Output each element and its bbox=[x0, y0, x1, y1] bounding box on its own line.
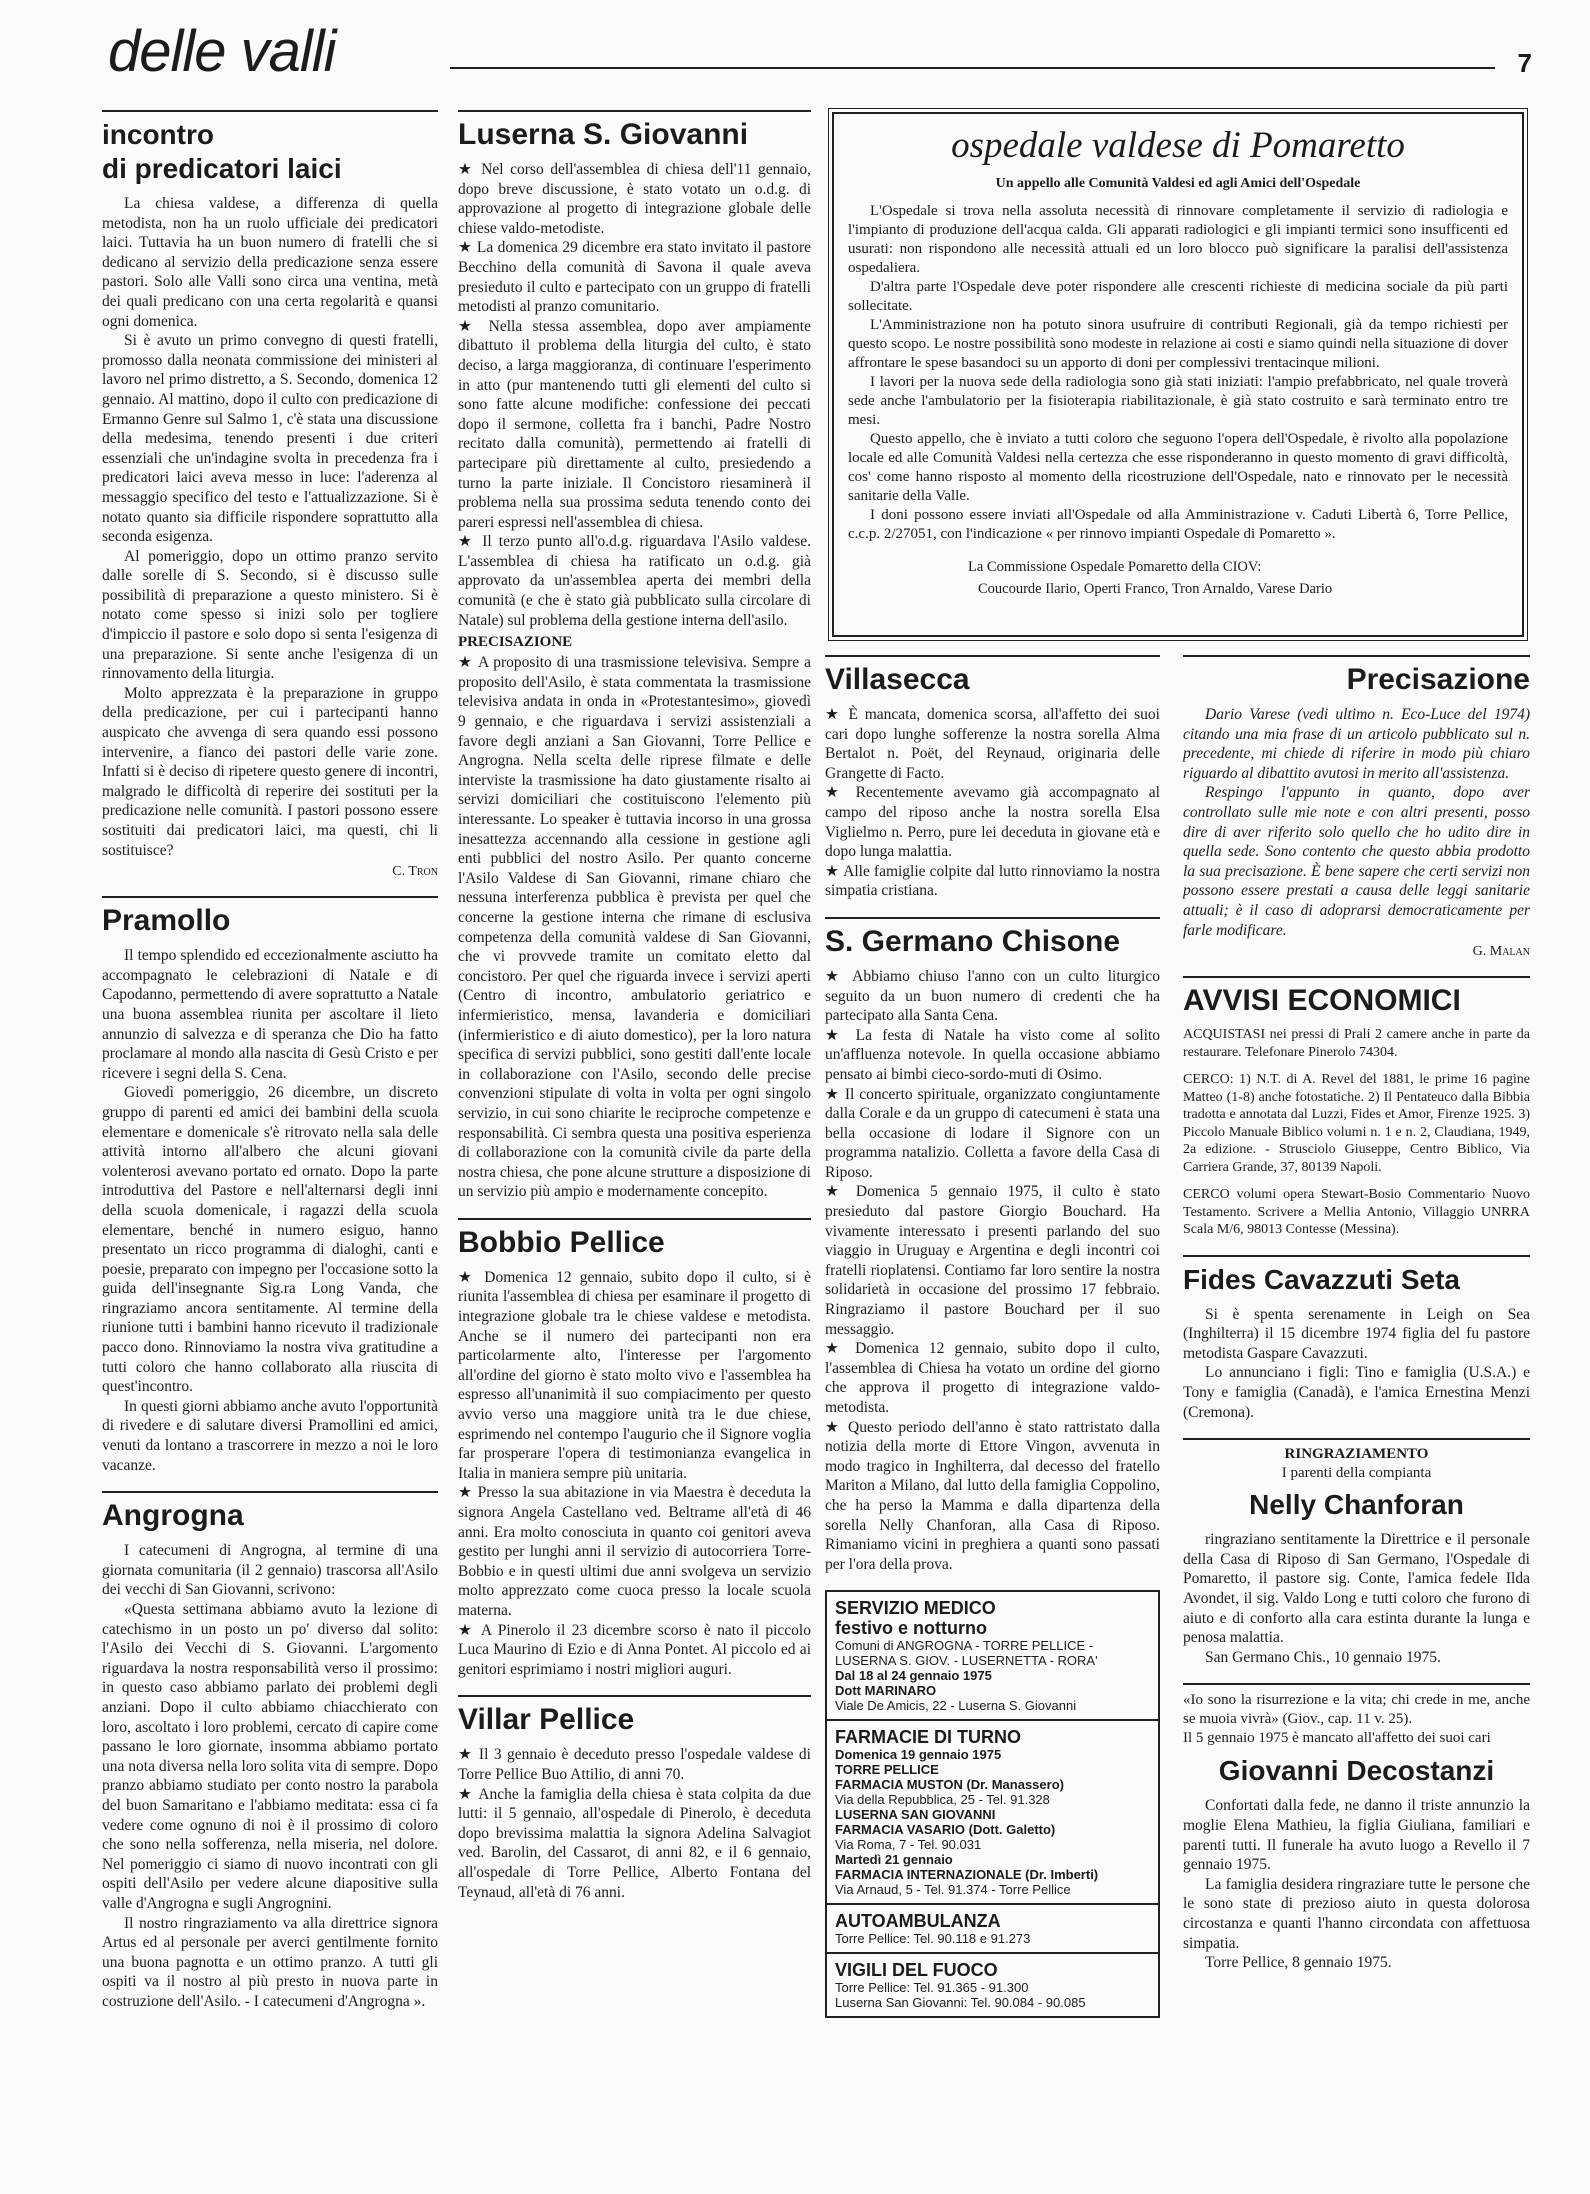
paragraph: I lavori per la nuova sede della radiologia sono già stati iniziati: l'ampio prefabbricato, nel quale troverà sede anche l'ambulatorio per la fisioterapia riabilitazionale, è già stato costruito e sarà terminato entro tre mesi. bbox=[848, 374, 1508, 428]
article-villar bbox=[458, 1695, 811, 1902]
avvisi-economici bbox=[1183, 976, 1530, 1239]
service-line: Luserna San Giovanni: Tel. 90.084 - 90.085 bbox=[835, 1995, 1086, 2011]
paragraph: Molto apprezzata è la preparazione in gruppo della predicazione, per cui i partecipanti hanno auspicato che avvenga di sera quando essi possono intervenire, a fianco dei pastori delle varie zone. Infatti si è deciso di ripetere questo genere di incontri, malgrado le difficoltà di reperire dei sostituti per la predicazione nelle comunità. I pastori possono essere sostituiti dai predicatori laici, ma questi, chi li sostituisce? bbox=[102, 684, 438, 859]
service-line: TORRE PELLICE bbox=[835, 1762, 939, 1778]
service-line: Comuni di ANGROGNA - TORRE PELLICE - LUSERNA S. GIOV. - LUSERNETTA - RORA' bbox=[835, 1638, 1098, 1669]
person-name: Nelly Chanforan bbox=[1249, 1489, 1464, 1521]
bible-quote bbox=[1183, 1683, 1530, 1748]
title-line: di predicatori laici bbox=[102, 153, 342, 184]
feature-pomaretto bbox=[832, 112, 1524, 637]
article-title: Villar Pellice bbox=[458, 1695, 811, 1737]
column-2 bbox=[458, 110, 811, 1918]
service-title: VIGILI DEL FUOCO bbox=[835, 1960, 998, 1981]
paragraph: «Questa settimana abbiamo avuto la lezione di catechismo in un posto un po' diverso dal solito: l'Asilo dei Vecchi di S. Giovanni. L'argomento riguardava la nostra responsabilità verso il prossimo: in questo caso abbiamo parlato dei problemi degli anziani. Dopo il culto abbiamo chiacchierato con loro, ascoltato i loro problemi, cercato di capire come passano le loro giornate, insomma abbiamo portato una nota diversa nella loro solita vita di sempre. Dopo pranzo abbiamo studiato per conto nostro la parabola del buon Samaritano e l'abbiamo meditata: essa ci fa vedere come ognuno di noi è il prossimo di coloro che sono nella sofferenza, nella miseria, nel dolore. Nel pomeriggio ci siamo di nuovo incontrati con gli ospiti dell'Asilo per vedere alcune diapositive sulla valle d'Angrogna e sugli Angrognini. bbox=[102, 1601, 438, 1912]
paragraph: Il tempo splendido ed eccezionalmente asciutto ha accompagnato le celebrazioni di Natale e di Capodanno, permettendo di avere soprattutto a Natale una buona assemblea riunita per ascoltare il lieto annunzio di salvezza e di speranza che Dio ha fatto proclamare al mondo alla nascita di Gesù Cristo e per ricevere i segni della S. Cena. bbox=[102, 947, 438, 1082]
paragraph: In questi giorni abbiamo anche avuto l'opportunità di rivedere e di salutare diversi Pramollini ed amici, venuti da lontano a trascorrere in mezzo a noi le loro vacanze. bbox=[102, 1397, 438, 1474]
feature-body bbox=[848, 202, 1508, 544]
signature-line: La Commissione Ospedale Pomaretto della CIOV: bbox=[968, 559, 1262, 575]
paragraph: ★ Nel corso dell'assemblea di chiesa dell'11 gennaio, dopo breve discussione, è stato votato un o.d.g. di approvazione al progetto di integrazione globale delle chiese valdo-metodiste. bbox=[458, 160, 811, 238]
paragraph: La chiesa valdese, a differenza di quella metodista, non ha un ruolo ufficiale dei predicatori laici. Tuttavia ha un buon numero di fratelli che si dedicano al servizio della predicazione senza essere pastori. Solo alle Valli sono circa una ventina, metà dei quali predicano con una certa regolarità e quansi ogni domenica. bbox=[102, 195, 438, 330]
paragraph: ★ Domenica 12 gennaio, subito dopo il culto, si è riunita l'assemblea di chiesa per esaminare il progetto di integrazione globale tra le chiese valdese e metodista. Anche se il numero dei partecipanti non era particolarmente alto, l'interesse per l'argomento all'ordine del giorno è stato molto vivo e l'assemblea ha espresso all'unanimità il suo compiacimento per questo avvio verso una maggiore unità tra le due chiese, esprimendo nel contempo l'augurio che il Signore voglia far prosperare l'opera di testimonianza evangelica in Italia in maniera sempre più unitaria. bbox=[458, 1268, 811, 1484]
article-precisazione bbox=[1183, 655, 1530, 960]
paragraph: ★ Il concerto spirituale, organizzato congiuntamente dalla Corale e da un gruppo di catecumeni è stata una bella occasione di lodare il Signore con un programma natalizio. Colletta a favore della Casa di Riposo. bbox=[825, 1085, 1160, 1183]
service-subtitle: festivo e notturno bbox=[835, 1618, 987, 1639]
article-bobbio bbox=[458, 1218, 811, 1679]
article-title: Angrogna bbox=[102, 1491, 438, 1533]
service-line: Via della Repubblica, 25 - Tel. 91.328 bbox=[835, 1792, 1050, 1808]
article-title: Pramollo bbox=[102, 896, 438, 938]
medical-service-box bbox=[825, 1590, 1160, 2018]
divider bbox=[827, 1903, 1158, 1905]
article-body bbox=[102, 946, 438, 1475]
paragraph: Dario Varese (vedi ultimo n. Eco-Luce del 1974) citando una mia frase di un articolo pubblicato sul n. precedente, mi chiede di riferire in modo più chiaro riguardo al dibattito avutosi in merito all'assistenza. bbox=[1183, 706, 1530, 782]
signature-line: Coucourde Ilario, Operti Franco, Tron Arnaldo, Varese Dario bbox=[978, 581, 1333, 597]
paragraph: ★ Abbiamo chiuso l'anno con un culto liturgico seguito da un buon numero di credenti che ha partecipato alla Santa Cena. bbox=[825, 967, 1160, 1026]
article-body bbox=[1183, 1305, 1530, 1423]
intro-line: I parenti della compianta bbox=[1281, 1465, 1432, 1482]
article-title: Luserna S. Giovanni bbox=[458, 110, 811, 152]
paragraph: L'Ospedale si trova nella assoluta necessità di rinnovare completamente il servizio di radiologia e l'impianto di produzione dell'acqua calda. Gli apparati radiologici e gli impianti termici sono insufficenti ed usurati: non rispondono alle necessità attuali ed un loro blocco può significare la paralisi dell'assistenza ospedaliera. bbox=[848, 203, 1508, 276]
paragraph: Questo appello, che è inviato a tutti coloro che seguono l'opera dell'Ospedale, è rivolto alla popolazione locale ed alle Comunità Valdesi nella certezza che esse risponderanno in questo momento di gravi difficoltà, cos' come hanno risposto al momento della ricostruzione dell'Ospedale, nato e rinnovato per le necessità sanitarie della Valle. bbox=[848, 431, 1508, 504]
article-body bbox=[458, 1745, 811, 1902]
paragraph: «Io sono la risurrezione e la vita; chi crede in me, anche se muoia vivrà» (Giov., cap. 11 v. 25). bbox=[1183, 1692, 1530, 1728]
obituary-fides bbox=[1183, 1255, 1530, 1423]
title-line: incontro bbox=[102, 119, 214, 150]
column-4 bbox=[1183, 655, 1530, 1989]
paragraph: ★ La domenica 29 dicembre era stato invitato il pastore Becchino della comunità di Savona il quale aveva presieduto il culto e partecipato con un gruppo di fratelli metodisti al pranzo comunitario. bbox=[458, 238, 811, 316]
article-predicatori bbox=[102, 110, 438, 880]
article-angrogna bbox=[102, 1491, 438, 2011]
divider bbox=[827, 1952, 1158, 1954]
masthead bbox=[100, 20, 1540, 90]
paragraph: ★ Domenica 5 gennaio 1975, il culto è stato presieduto dal pastore Giorgio Bouchard. Ha vivamente interessato i presenti parlando del suo viaggio in Uruguay e Argentina e degli incontri coi fratelli rioplatensi. Contiamo far loro sentire la nostra solidarietà in occasione del prossimo 17 febbraio. Ringraziamo il pastore Bouchard per il suo messaggio. bbox=[825, 1182, 1160, 1339]
article-title: Precisazione bbox=[1183, 655, 1530, 697]
article-body bbox=[825, 967, 1160, 1574]
paragraph: ★ È mancata, domenica scorsa, all'affetto dei suoi cari dopo lunghe sofferenze la nostra sorella Alma Bertalot n. Poët, del Reynaud, originaria delle Grangette di Facto. bbox=[825, 705, 1160, 783]
service-line: FARMACIA INTERNAZIONALE (Dr. Imberti) bbox=[835, 1867, 1099, 1883]
masthead-rule bbox=[450, 67, 1495, 69]
service-line: Torre Pellice: Tel. 91.365 - 91.300 bbox=[835, 1980, 1029, 1996]
paragraph: Il 5 gennaio 1975 è mancato all'affetto dei suoi cari bbox=[1183, 1730, 1491, 1747]
service-line: Viale De Amicis, 22 - Luserna S. Giovanni bbox=[835, 1698, 1077, 1714]
service-line: Dott MARINARO bbox=[835, 1683, 937, 1699]
signature: G. Malan bbox=[1472, 944, 1530, 960]
service-line: LUSERNA SAN GIOVANNI bbox=[835, 1807, 996, 1823]
paragraph: ★ La festa di Natale ha visto come al solito un'affluenza notevole. In quella occasione abbiamo pensato ai bimbi cieco-sordo-muti di Osimo. bbox=[825, 1026, 1160, 1085]
paragraph: San Germano Chis., 10 gennaio 1975. bbox=[1205, 1648, 1441, 1666]
paragraph: Il nostro ringraziamento va alla direttrice signora Artus ed al personale per averci gentilmente fornito una buona pagnotta e un ottimo pranzo. A tutti gli ospiti va il nostro al più presto in nuova parte in costruzione dell'Asilo. - I catecumeni d'Angrogna ». bbox=[102, 1914, 438, 2010]
service-line: FARMACIA VASARIO (Dott. Galetto) bbox=[835, 1822, 1056, 1838]
article-body bbox=[1183, 1796, 1530, 1972]
article-title: Bobbio Pellice bbox=[458, 1218, 811, 1260]
paragraph: Si è avuto un primo convegno di questi fratelli, promosso dalla neonata commissione dei ministeri al lavoro nel primo distretto, a S. Secondo, domenica 12 gennaio. Al mattino, dopo il culto con predicazione di Ermanno Genre sul Salmo 1, c'è stata una discussione della medesima, tenendo presenti i due criteri essenziali che un'indagine svolta in precedenza fra i predicatori laici aveva messo in luce: l'aderenza al messaggio specifico del testo e l'attualizzazione. Si è notato quanto sia difficile rispondere soprattutto alla seconda esigenza. bbox=[102, 332, 438, 546]
paragraph: ★ Presso la sua abitazione in via Maestra è deceduta la signora Angela Castellano ved. Beltrame all'età di 46 anni. Era molto conosciuta in quanto coi genitori aveva gestito per lunghi anni il servizio di autocorriera Torre-Bobbio e in questi ultimi due anni svolgeva un servizio molto apprezzato come cuoca presso la locale scuola materna. bbox=[458, 1483, 811, 1620]
paragraph: Torre Pellice, 8 gennaio 1975. bbox=[1205, 1954, 1392, 1972]
article-body bbox=[102, 1541, 438, 2011]
service-title: SERVIZIO MEDICO bbox=[835, 1598, 996, 1619]
article-body bbox=[825, 705, 1160, 901]
paragraph: ★ A proposito di una trasmissione televisiva. Sempre a proposito dell'Asilo, è stata commentata la trasmissione televisiva andata in onda in «Protestantesimo», giovedì 9 gennaio, e che riguardava i servizi assistenziali a favore degli anziani a San Giovanni, Torre Pellice e Angrogna. Nella scelta delle riprese filmate e delle interviste la trasmissione ha dato giustamente risalto ai servizi domiciliari che costituiscono l'elemento più interessante. Lo speaker è tuttavia incorso in una grossa inesattezza accennando alla cessione in gestione agli enti pubblici del nostro Asilo. Per quanto concerne l'Asilo Valdese di San Giovanni, rimane chiaro che nessuna interferenza pubblica è prevista per quel che concerne la gestione interna che rimane di esclusiva competenza della comunità valdese di San Giovanni, che vi provvede tramite un comitato eletto dal concistoro. Per quel che riguarda invece i servizi aperti (Centro di incontro, ambulatorio geriatrico e infermieristico, mensa, lavanderia e domiciliari (infermieristico e di aiuto domestico), per la loro natura specifica di servizi pubblici, sono gestiti dall'ente locale in collaborazione con l'Asilo, secondo delle precise convenzioni stipulate di volta in volta per ogni singolo servizio, in cui sono chiarite le reciproche competenze e responsabilità. Ci sembra questa una positiva esperienza di collaborazione con la comunità civile da parte della nostra chiesa, che pone alcune strutture a disposizione di un servizio più ampio e modernamente concepito. bbox=[458, 653, 811, 1202]
paragraph: ★ Il 3 gennaio è deceduto presso l'ospedale valdese di Torre Pellice Buo Attilio, di anni 70. bbox=[458, 1745, 811, 1784]
paragraph: ★ Il terzo punto all'o.d.g. riguardava l'Asilo valdese. L'assemblea di chiesa ha ratificato un o.d.g. già approvato da un'assemblea aperta dei membri della comunità (e che è stato già pubblicato sulla circolare di Natale) sul problema della gestione interna dell'asilo. bbox=[458, 532, 811, 630]
service-title: FARMACIE DI TURNO bbox=[835, 1727, 1021, 1748]
article-title: Fides Cavazzuti Seta bbox=[1183, 1255, 1530, 1297]
article-title: Villasecca bbox=[825, 655, 1160, 697]
classified-ad: CERCO: 1) N.T. di A. Revel del 1881, le prime 16 pagine Matteo (1-8) anche fotostatiche. 2) Il Pentateuco dalla Bibbia tradotta e annotata dal Luzzi, Fides et Amor, Firenze 1925. 3) Piccolo Manuale Biblico volumi n. 1 e n. 2, Claudiana, 1949, 2a edizione. - Strusciolo Giuseppe, Centro Biblico, Via Carriera Grande, 37, 80139 Napoli. bbox=[1183, 1072, 1530, 1175]
person-name: Giovanni Decostanzi bbox=[1218, 1755, 1495, 1787]
feature-title: ospedale valdese di Pomaretto bbox=[951, 125, 1405, 166]
paragraph: Respingo l'appunto in quanto, dopo aver controllato sulle mie note e con altri presenti, posso dire di aver riferito solo quello che ho udito dire in quella sede. Sono contento che questo abbia prodotto la sua precisazione. È bene sapere che certi servizi non possono essere prestati a causa delle leggi sanitarie attuali; è il caso di adoprarsi democraticamente per farle modificare. bbox=[1183, 784, 1530, 939]
article-villasecca bbox=[825, 655, 1160, 901]
service-line: FARMACIA MUSTON (Dr. Manassero) bbox=[835, 1777, 1064, 1793]
paragraph: ★ Recentemente avevamo già accompagnato al campo del riposo anche la nostra sorella Elsa Viglielmo n. Perro, pure lei deceduta in giovane età e dopo lunga malattia. bbox=[825, 783, 1160, 861]
service-line: Torre Pellice: Tel. 90.118 e 91.273 bbox=[835, 1931, 1031, 1947]
paragraph: La famiglia desidera ringraziare tutte le persone che le sono state di prezioso aiuto in questa dolorosa circostanza e quanti l'hanno circondata con affettuosa simpatia. bbox=[1183, 1875, 1530, 1952]
paragraph: ★ A Pinerolo il 23 dicembre scorso è nato il piccolo Luca Maurino di Ezio e di Anna Pontet. Al piccolo ed ai genitori esprimiamo i nostri migliori auguri. bbox=[458, 1621, 811, 1680]
paragraph: I doni possono essere inviati all'Ospedale od alla Amministrazione v. Caduti Libertà 6, Torre Pellice, c.c.p. 2/27051, con l'indicazione « per rinnovo impianti Ospedale di Pomaretto ». bbox=[848, 507, 1508, 542]
service-title: AUTOAMBULANZA bbox=[835, 1911, 1001, 1932]
article-germano bbox=[825, 917, 1160, 1574]
article-pramollo bbox=[102, 896, 438, 1475]
paragraph: ★ Nella stessa assemblea, dopo aver ampiamente dibattuto il problema della liturgia del culto, è stato deciso, a larga maggioranza, di continuare l'esperimento in atto (pur mantenendo tutti gli elementi del culto si sono fatte alcune modifiche: confessione dei peccati dopo il sermone, colletta fra i banchi, Padre Nostro recitato dalla comunità), permettendo ai fratelli di partecipare più direttamente al culto, presiedendo a turno la parte iniziale. Il Concistoro riesaminerà il problema nella sua prossima seduta tenendo conto dei pareri espressi nell'assemblea di chiesa. bbox=[458, 317, 811, 533]
paragraph: ★ Questo periodo dell'anno è stato rattristato dalla notizia della morte di Ettore Vingon, avvenuta in modo tragico in Inghilterra, dal decesso del fratello Mariton a Milano, dal lutto della famiglia Coppolino, che ha perso la Mamma e dalla dipartenza della sorella Nelly Chanforan, alla Casa di Riposo. Rimaniamo vicini in preghiera a quanti sono passati per l'ora della prova. bbox=[825, 1418, 1160, 1575]
paragraph: Lo annunciano i figli: Tino e famiglia (U.S.A.) e Tony e famiglia (Canadà), e l'amica Ernestina Menzi (Cremona). bbox=[1183, 1364, 1530, 1421]
article-title: AVVISI ECONOMICI bbox=[1183, 976, 1530, 1018]
article-title bbox=[102, 110, 438, 186]
service-line: Via Arnaud, 5 - Tel. 91.374 - Torre Pellice bbox=[835, 1882, 1071, 1898]
thanks-nelly bbox=[1183, 1438, 1530, 1667]
divider bbox=[827, 1719, 1158, 1721]
paragraph: ringraziano sentitamente la Direttrice e il personale della Casa di Riposo di San Germano, l'Ospedale di Pomaretto, il pastore sig. Conte, l'amica fedele Ilda Avondet, il sig. Valdo Long e tutti coloro che furono di aiuto e di conforto alla cara estinta durante la lunga e penosa malattia. bbox=[1183, 1531, 1530, 1647]
subhead: PRECISAZIONE bbox=[458, 634, 573, 651]
paragraph: I catecumeni di Angrogna, al termine di una giornata comunitaria (il 2 gennaio) trascorsa all'Asilo dei vecchi di San Giovanni, scrivono: bbox=[102, 1542, 438, 1599]
paragraph: Al pomeriggio, dopo un ottimo pranzo servito dalle sorelle di S. Secondo, si è discusso sulle possibilità di preparazione a questo ministero. Si è notato come spesso si inizi solo per togliere d'impiccio il pastore e solo dopo si senta l'esigenza di una preparazione. Si sente anche l'esigenza di un rinnovamento della liturgia. bbox=[102, 547, 438, 683]
article-body bbox=[458, 1268, 811, 1679]
service-line: Domenica 19 gennaio 1975 bbox=[835, 1747, 1002, 1763]
paragraph: ★ Alle famiglie colpite dal lutto rinnoviamo la nostra simpatia cristiana. bbox=[825, 862, 1160, 901]
paragraph: Giovedì pomeriggio, 26 dicembre, un discreto gruppo di parenti ed amici dei bambini della scuola elementare e domenicale s'è ritrovato nella sala delle attività intorno all'albero che alcuni giovani volenterosi avevano portato ed ornato. Dopo la parte introduttiva del Pastore e nell'alternarsi degli inni della scuola domenicale, i ragazzi della scuola elementare, benché in numero esiguo, hanno presentato un ricco programma di dialoghi, canti e poesie, preparato con impegno per l'occasione sotto la guida dell'insegnante Sig.ra Long Vanda, che ringraziamo ancora sentitamente. Al termine della riunione tutti i bambini hanno ricevuto il tradizionale pacco dono. Rinnoviamo la nostra viva gratitudine a tutti coloro che hanno collaborato alla riuscita di quest'incontro. bbox=[102, 1084, 438, 1396]
article-body bbox=[1183, 1530, 1530, 1667]
column-1 bbox=[102, 110, 438, 2027]
service-line: Dal 18 al 24 gennaio 1975 bbox=[835, 1668, 992, 1684]
signature: C. Tron bbox=[392, 864, 438, 880]
article-body bbox=[102, 194, 438, 860]
article-body bbox=[458, 653, 811, 1202]
classified-ad: ACQUISTASI nei pressi di Prali 2 camere anche in parte da restaurare. Telefonare Pinerolo 74304. bbox=[1183, 1027, 1530, 1060]
service-line: Via Roma, 7 - Tel. 90.031 bbox=[835, 1837, 982, 1853]
paragraph: Si è spenta serenamente in Leigh on Sea (Inghilterra) il 15 dicembre 1974 figlia del fu pastore metodista Gaspare Cavazzuti. bbox=[1183, 1305, 1530, 1362]
masthead-title: delle valli bbox=[108, 19, 336, 84]
paragraph: Confortati dalla fede, ne danno il triste annunzio la moglie Elena Mathieu, la figlia Giuliana, familiari e parenti tutti. Il funerale ha avuto luogo a Revello il 7 gennaio 1975. bbox=[1183, 1797, 1530, 1874]
article-title: S. Germano Chisone bbox=[825, 917, 1160, 959]
column-3 bbox=[825, 655, 1160, 2018]
page-number: 7 bbox=[1517, 48, 1532, 78]
article-luserna bbox=[458, 110, 811, 1202]
paragraph: ★ Domenica 12 gennaio, subito dopo il culto, l'assemblea di Chiesa ha votato un ordine del giorno che approva il progetto di integrazione valdo-metodista. bbox=[825, 1339, 1160, 1417]
paragraph: D'altra parte l'Ospedale deve poter rispondere alle crescenti richieste di medicina sociale da più parti sollecitate. bbox=[848, 279, 1508, 314]
service-line: Martedì 21 gennaio bbox=[835, 1852, 953, 1868]
subhead: RINGRAZIAMENTO bbox=[1183, 1438, 1530, 1463]
feature-signature bbox=[848, 556, 1508, 600]
paragraph: ★ Anche la famiglia della chiesa è stata colpita da due lutti: il 5 gennaio, all'ospedale di Pinerolo, è deceduta dopo brevissima malattia la signora Adelina Salvagiot ved. Barolin, del Cassarot, di anni 82, e il 6 gennaio, all'ospedale di Torre Pellice, Alberto Fontana del Teynaud, all'età di 76 anni. bbox=[458, 1785, 811, 1903]
article-body bbox=[458, 160, 811, 630]
feature-subtitle: Un appello alle Comunità Valdesi ed agli Amici dell'Ospedale bbox=[995, 176, 1361, 191]
obituary-decostanzi bbox=[1183, 1683, 1530, 1972]
article-body bbox=[1183, 705, 1530, 940]
classified-ad: CERCO volumi opera Stewart-Bosio Commentario Nuovo Testamento. Scrivere a Mellia Antonio, Villaggio UNRRA Scala M/6, 98013 Contesse (Messina). bbox=[1183, 1187, 1530, 1238]
paragraph: L'Amministrazione non ha potuto sinora usufruire di contributi Regionali, già da tempo richiesti per questo scopo. Le nostre possibilità sono modeste in relazione ai costi e siamo quindi nella situazione di dover affrontare le spese basandoci su un apporto di doni per complessivi trentacinque milioni. bbox=[848, 317, 1508, 371]
